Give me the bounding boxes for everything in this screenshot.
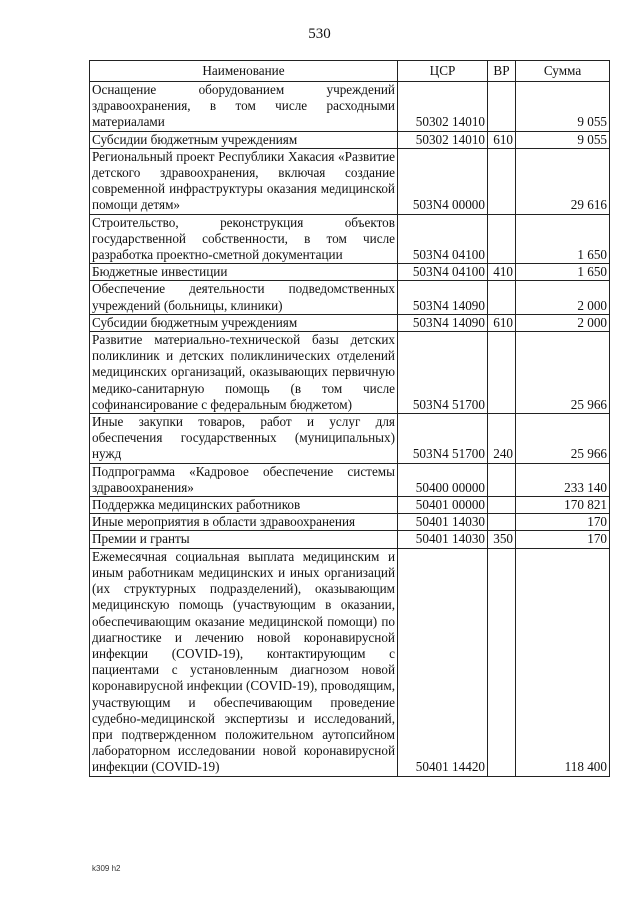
row-vr: [488, 463, 516, 496]
row-sum: 170: [516, 531, 610, 548]
row-vr: [488, 497, 516, 514]
row-csr: 50401 14030: [398, 514, 488, 531]
row-sum: 118 400: [516, 548, 610, 776]
row-csr: 50302 14010: [398, 82, 488, 132]
row-name: Развитие материально-технической базы детских поликлиник и детских поликлинических отделений медицинских организаций, оказывающих первичную медико-санитарную помощь (в том числе софинансирование с федеральным бюджетом): [90, 332, 398, 414]
row-vr: 240: [488, 414, 516, 464]
table-row: [90, 414, 610, 464]
row-name: Иные мероприятия в области здравоохранения: [90, 514, 398, 531]
row-sum: 9 055: [516, 82, 610, 132]
row-vr: [488, 514, 516, 531]
row-name: Строительство, реконструкция объектов государственной собственности, в том числе разработка проектно-сметной документации: [90, 214, 398, 264]
row-name: Подпрограмма «Кадровое обеспечение системы здравоохранения»: [90, 463, 398, 496]
row-vr: [488, 148, 516, 214]
row-sum: 170: [516, 514, 610, 531]
row-csr: 503N4 14090: [398, 281, 488, 314]
table-row: [90, 264, 610, 281]
row-vr: [488, 281, 516, 314]
row-csr: 503N4 51700: [398, 332, 488, 414]
row-name: Поддержка медицинских работников: [90, 497, 398, 514]
row-name: Иные закупки товаров, работ и услуг для обеспечения государственных (муниципальных) нужд: [90, 414, 398, 464]
row-vr: [488, 214, 516, 264]
row-vr: 610: [488, 314, 516, 331]
row-sum: 29 616: [516, 148, 610, 214]
table-row: [90, 548, 610, 776]
row-csr: 50400 00000: [398, 463, 488, 496]
table-header-row: [90, 61, 610, 82]
header-csr: ЦСР: [398, 61, 488, 82]
row-csr: 50401 14420: [398, 548, 488, 776]
row-name: Бюджетные инвестиции: [90, 264, 398, 281]
table-row: [90, 214, 610, 264]
row-name: Региональный проект Республики Хакасия «Развитие детского здравоохранения, включая создание современной инфраструктуры оказания медицинской помощи детям»: [90, 148, 398, 214]
row-sum: 233 140: [516, 463, 610, 496]
table-row: [90, 463, 610, 496]
row-vr: 610: [488, 131, 516, 148]
header-vr: ВР: [488, 61, 516, 82]
table-row: [90, 497, 610, 514]
table-row: [90, 148, 610, 214]
row-csr: 503N4 14090: [398, 314, 488, 331]
table-row: [90, 82, 610, 132]
table-row: [90, 131, 610, 148]
header-sum: Сумма: [516, 61, 610, 82]
row-name: Обеспечение деятельности подведомственных учреждений (больницы, клиники): [90, 281, 398, 314]
row-sum: 2 000: [516, 314, 610, 331]
row-vr: 350: [488, 531, 516, 548]
row-name: Субсидии бюджетным учреждениям: [90, 314, 398, 331]
row-name: Ежемесячная социальная выплата медицинским и иным работникам медицинских и иных организаций (их структурных подразделений), оказывающим медицинскую помощь (участвующим в оказании, обеспечивающим оказание медицинской помощи) по диагностике и лечению новой коронавирусной инфекции (COVID-19), контактирующим с пациентами с установленным диагнозом новой коронавирусной инфекции (COVID-19), проводящим, участвующим и обеспечивающим проведение судебно-медицинской экспертизы и исследований, при подтвержденном положительном аутопсийном лабораторном исследовании новой коронавирусной инфекции (COVID-19): [90, 548, 398, 776]
header-name: Наименование: [90, 61, 398, 82]
row-csr: 503N4 04100: [398, 264, 488, 281]
row-sum: 25 966: [516, 414, 610, 464]
page-number: 530: [308, 26, 331, 42]
row-vr: [488, 548, 516, 776]
table-row: [90, 281, 610, 314]
row-vr: [488, 332, 516, 414]
row-vr: [488, 82, 516, 132]
row-csr: 503N4 51700: [398, 414, 488, 464]
row-sum: 25 966: [516, 332, 610, 414]
row-sum: 170 821: [516, 497, 610, 514]
row-csr: 503N4 00000: [398, 148, 488, 214]
budget-table: [89, 60, 610, 777]
row-sum: 1 650: [516, 264, 610, 281]
table-row: [90, 531, 610, 548]
row-csr: 50401 14030: [398, 531, 488, 548]
row-vr: 410: [488, 264, 516, 281]
row-sum: 9 055: [516, 131, 610, 148]
row-csr: 50302 14010: [398, 131, 488, 148]
table-row: [90, 514, 610, 531]
row-csr: 50401 00000: [398, 497, 488, 514]
row-name: Премии и гранты: [90, 531, 398, 548]
row-name: Оснащение оборудованием учреждений здравоохранения, в том числе расходными материалами: [90, 82, 398, 132]
row-name: Субсидии бюджетным учреждениям: [90, 131, 398, 148]
row-sum: 2 000: [516, 281, 610, 314]
row-csr: 503N4 04100: [398, 214, 488, 264]
table-row: [90, 332, 610, 414]
table-row: [90, 314, 610, 331]
footer-code: k309 h2: [92, 864, 121, 873]
row-sum: 1 650: [516, 214, 610, 264]
